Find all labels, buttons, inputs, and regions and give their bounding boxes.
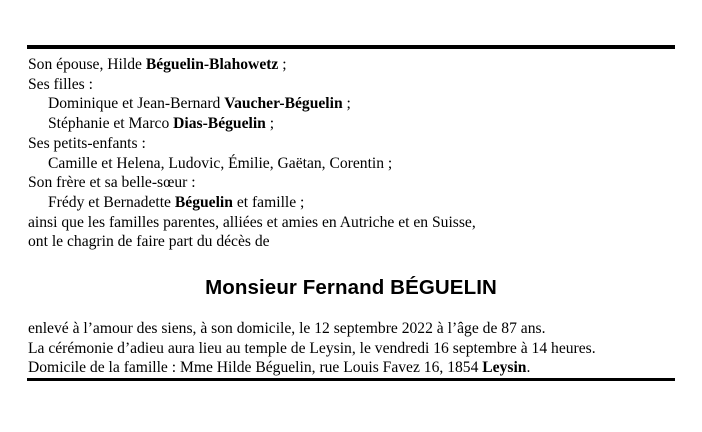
passing-line: enlevé à l’amour des siens, à son domicile, le 12 septembre 2022 à l’âge de 87 ans. <box>28 320 546 337</box>
ceremony-line: La cérémonie d’adieu aura lieu au temple de Leysin, le vendredi 16 septembre à 14 heures. <box>28 339 596 357</box>
family-address-line: Domicile de la famille : Mme Hilde Béguelin, rue Louis Favez 16, 1854 Leysin. <box>28 359 531 377</box>
daughters-heading: Ses filles : <box>28 75 93 93</box>
details-block <box>28 319 676 378</box>
daughter-line-2: Stéphanie et Marco Dias-Béguelin ; <box>48 115 275 133</box>
top-rule <box>27 45 675 49</box>
family-list <box>28 55 676 252</box>
grandchildren-heading: Ses petits-enfants : <box>28 134 146 152</box>
bottom-rule <box>27 378 675 381</box>
daughter-line-1: Dominique et Jean-Bernard Vaucher-Béguelin ; <box>48 95 351 113</box>
deceased-name: Monsieur Fernand BÉGUELIN <box>205 276 497 299</box>
sibling-heading: Son frère et sa belle-sœur : <box>28 174 196 192</box>
grandchildren-line: Camille et Helena, Ludovic, Émilie, Gaëtan, Corentin ; <box>48 154 393 172</box>
sibling-line: Frédy et Bernadette Béguelin et famille ; <box>48 193 305 211</box>
spouse-line: Son épouse, Hilde Béguelin-Blahowetz ; <box>28 56 287 73</box>
relatives-line: ainsi que les familles parentes, alliées et amies en Autriche et en Suisse, <box>28 213 476 231</box>
announcement-line: ont le chagrin de faire part du décès de <box>28 233 270 251</box>
